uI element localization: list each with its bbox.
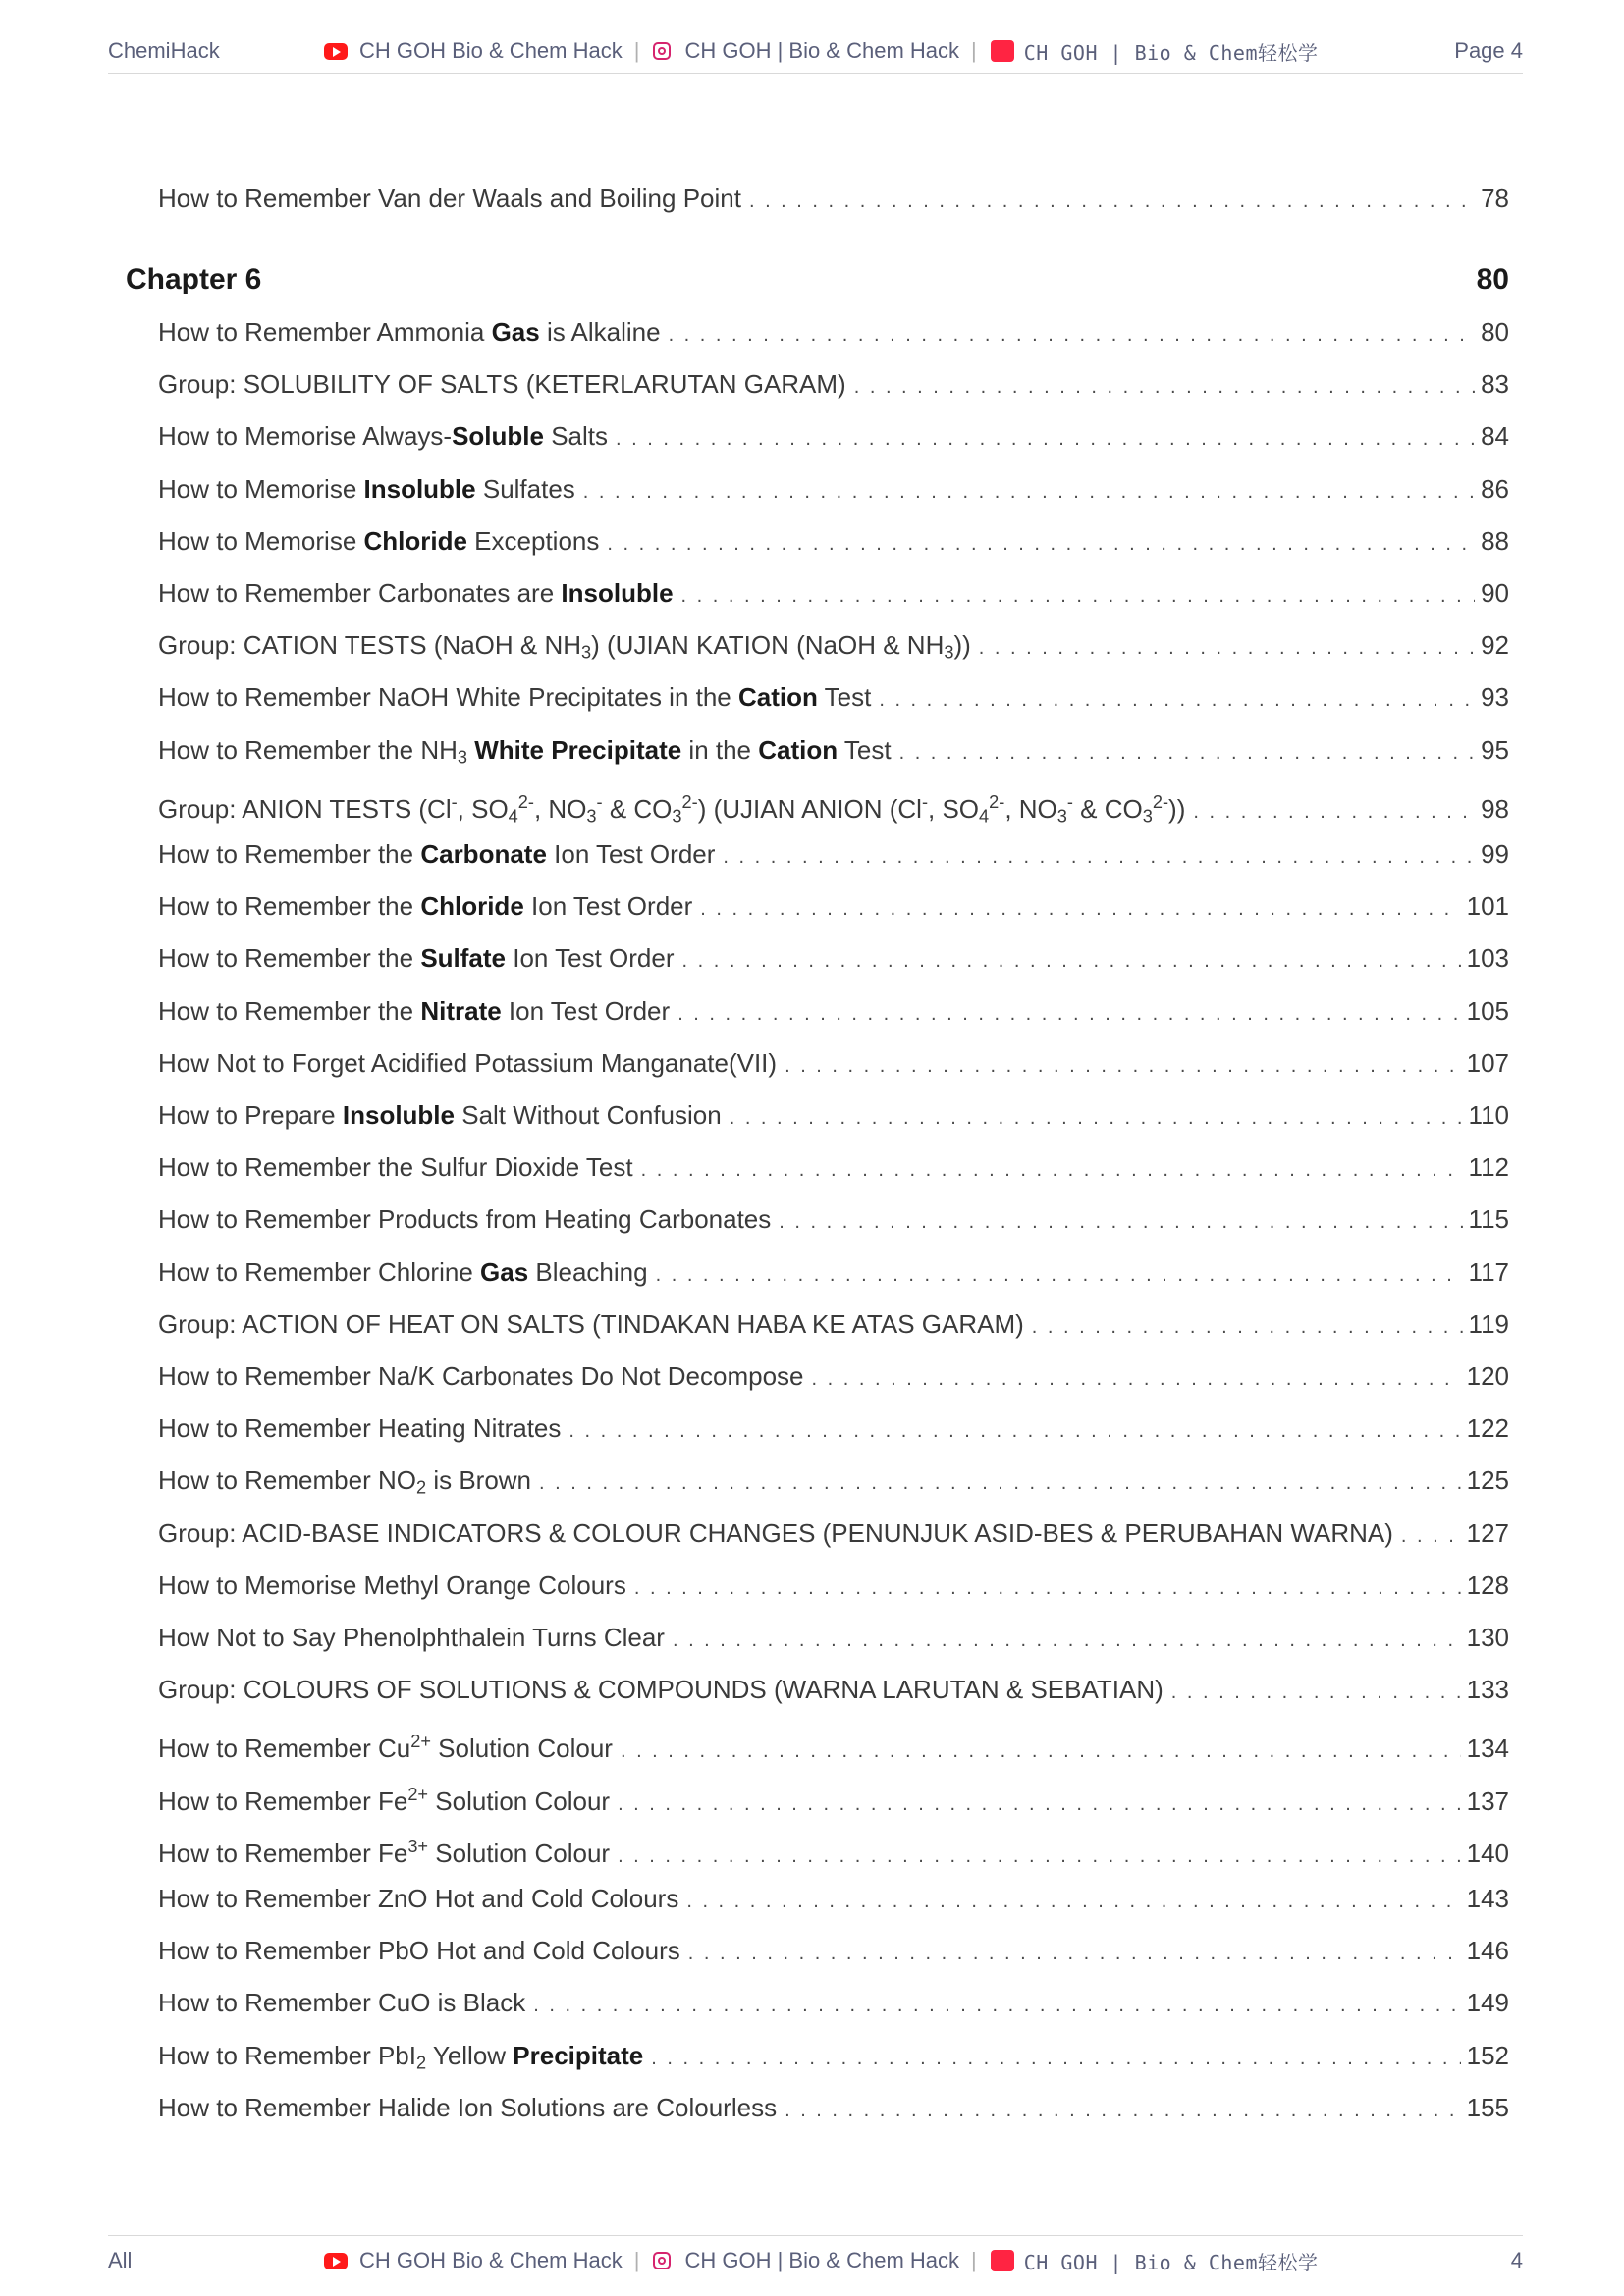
toc-entry-title: Group: ANION TESTS (Cl-, $SO_4^{2-}$, $NO_3^-$ & $CO_3^{2-}$) (UJIAN ANION (Cl-, $SO_4^{2-}$, $NO_3^-$ & $CO_3^{2-}$)): [158, 791, 1186, 827]
footer-instagram-link[interactable]: [653, 2248, 959, 2273]
toc-entry-title: How to Remember PbI$_2$ Yellow Precipitate: [158, 2040, 644, 2073]
toc-dot-leader: [618, 1841, 1461, 1872]
toc-entry-title: How to Remember Products from Heating Carbonates: [158, 1204, 772, 1235]
toc-entry-page: 98: [1481, 793, 1509, 824]
toc-entry-page: 101: [1466, 891, 1509, 922]
toc-entry[interactable]: [158, 786, 1509, 832]
toc-entry-page: 115: [1468, 1204, 1509, 1235]
toc-entry[interactable]: [158, 838, 1509, 873]
toc-dot-leader: [785, 1050, 1461, 1082]
toc-dot-leader: [634, 1573, 1461, 1604]
footer-xiaohongshu-label: CH GOH | Bio & Chem轻松学: [1023, 2250, 1319, 2274]
toc-entry[interactable]: [158, 734, 1509, 774]
toc-entry-title: How Not to Say Phenolphthalein Turns Clear: [158, 1623, 665, 1652]
toc-entry-page: 110: [1468, 1100, 1509, 1130]
toc-entry[interactable]: [158, 525, 1509, 560]
toc-entry[interactable]: [158, 1413, 1509, 1447]
toc-entry-title: How to Prepare Insoluble Salt Without Confusion: [158, 1100, 722, 1130]
toc-entry-title: How to Remember Chlorine Gas Bleaching: [158, 1256, 648, 1287]
header-xiaohongshu-label: CH GOH | Bio & Chem轻松学: [1023, 40, 1319, 65]
toc-dot-leader: [730, 1102, 1463, 1134]
toc-entry-page: 83: [1481, 369, 1509, 400]
toc-entry-page: 134: [1466, 1734, 1509, 1764]
toc-dot-leader: [749, 186, 1475, 217]
toc-entry[interactable]: [158, 420, 1509, 454]
toc-dot-leader: [854, 371, 1475, 402]
toc-entry-title: How to Remember Halide Ion Solutions are Colourless: [158, 2092, 778, 2122]
footer-separator: |: [971, 2248, 977, 2272]
toc-entry-title: How to Remember the Nitrate Ion Test Order: [158, 995, 671, 1026]
toc-entry[interactable]: [158, 577, 1509, 612]
header-instagram-label: CH GOH | Bio & Chem Hack: [684, 38, 960, 63]
header-youtube-label: CH GOH Bio & Chem Hack: [359, 38, 623, 63]
instagram-icon: [653, 42, 671, 60]
toc-dot-leader: [669, 319, 1476, 350]
toc-dot-leader: [621, 1735, 1461, 1767]
toc-entry[interactable]: [158, 368, 1509, 402]
toc-entry-page: 143: [1466, 1884, 1509, 1913]
toc-entry[interactable]: [158, 1047, 1509, 1082]
toc-dot-leader: [899, 737, 1476, 769]
toc-entry[interactable]: [158, 1831, 1509, 1872]
toc-entry-title: How Not to Forget Acidified Potassium Manganate(VII): [158, 1047, 778, 1078]
toc-entry[interactable]: [158, 1935, 1509, 1969]
toc-entry-title: How to Remember $NO_2$ is Brown: [158, 1466, 532, 1498]
toc-entry[interactable]: [158, 942, 1509, 977]
toc-entry-page: 107: [1466, 1047, 1509, 1078]
toc-entry-page: 127: [1466, 1518, 1509, 1548]
toc-dot-leader: [723, 841, 1475, 873]
toc-entry[interactable]: [158, 2040, 1509, 2079]
toc-entry-page: 140: [1466, 1838, 1509, 1868]
toc-entry-page: 130: [1466, 1623, 1509, 1652]
toc-entry-title: How to Remember Van der Waals and Boiling Point: [158, 184, 741, 213]
toc-dot-leader: [879, 684, 1475, 716]
xiaohongshu-icon: [991, 40, 1014, 62]
toc-entry-page: 92: [1481, 630, 1509, 661]
toc-entry[interactable]: [158, 1726, 1509, 1767]
toc-entry-title: How to Remember $Cu^{2+}$ Solution Colour: [158, 1732, 613, 1764]
toc-dot-leader: [779, 1206, 1462, 1238]
toc-entry-title: How to Remember CuO is Black: [158, 1988, 526, 2018]
toc-entry-title: How to Remember the Sulfur Dioxide Test: [158, 1152, 633, 1183]
footer-page-number: 4: [1510, 2248, 1523, 2272]
toc-dot-leader: [583, 476, 1475, 507]
toc-entry[interactable]: [158, 1465, 1509, 1504]
toc-dot-leader: [1171, 1677, 1461, 1708]
toc-entry-page: 125: [1466, 1466, 1509, 1496]
toc-entry-title: How to Remember $Fe^{2+}$ Solution Colour: [158, 1784, 611, 1816]
toc-dot-leader: [812, 1363, 1461, 1395]
header-youtube-link[interactable]: [324, 38, 623, 64]
xiaohongshu-icon: [991, 2250, 1014, 2271]
toc-entry-page: 149: [1466, 1988, 1509, 2018]
toc-dot-leader: [533, 1990, 1460, 2021]
toc-dot-leader: [700, 893, 1460, 925]
toc-entry[interactable]: [158, 2092, 1509, 2126]
toc-entry[interactable]: [158, 1151, 1509, 1186]
toc-entry-title: How to Memorise Chloride Exceptions: [158, 525, 600, 556]
toc-entry-title: How to Remember NaOH White Precipitates in the Cation Test: [158, 682, 872, 713]
toc-entry-title: Group: SOLUBILITY OF SALTS (KETERLARUTAN GARAM): [158, 369, 846, 400]
toc-entry-page: 84: [1481, 421, 1509, 452]
toc-entry-page: 117: [1468, 1256, 1509, 1287]
toc-dot-leader: [607, 528, 1475, 560]
header-separator: |: [971, 38, 977, 63]
toc-entry[interactable]: [158, 681, 1509, 716]
header-site-name: ChemiHack: [108, 38, 220, 63]
toc-entry-title: How to Remember PbO Hot and Cold Colours: [158, 1936, 680, 1966]
chapter-heading[interactable]: [126, 263, 1509, 296]
youtube-icon: [324, 43, 348, 60]
toc-entry-title: How to Remember Heating Nitrates: [158, 1414, 562, 1444]
header-social-links: [324, 37, 1319, 66]
toc-entry[interactable]: [158, 629, 1509, 668]
toc-entry[interactable]: [158, 1308, 1509, 1343]
toc-entry-page: 80: [1481, 317, 1509, 347]
toc-entry-page: 146: [1466, 1936, 1509, 1966]
toc-entry-title: How to Remember Carbonates are Insoluble: [158, 578, 674, 608]
toc-entry[interactable]: [158, 1570, 1509, 1604]
toc-entry-page: 155: [1466, 2092, 1509, 2122]
toc-entry-title: How to Memorise Methyl Orange Colours: [158, 1570, 626, 1600]
toc-entry-page: 128: [1466, 1570, 1509, 1600]
toc-entry-page: 152: [1466, 2040, 1509, 2070]
toc-entry[interactable]: [158, 1987, 1509, 2021]
toc-entry[interactable]: [158, 1256, 1509, 1291]
toc-dot-leader: [673, 1625, 1461, 1656]
toc-dot-leader: [1401, 1521, 1461, 1552]
toc-dot-leader: [651, 2043, 1460, 2074]
toc-entry-title: Group: COLOURS OF SOLUTIONS & COMPOUNDS (WARNA LARUTAN & SEBATIAN): [158, 1675, 1164, 1705]
footer-instagram-label: CH GOH | Bio & Chem Hack: [684, 2248, 960, 2272]
toc-entry-page: 122: [1466, 1414, 1509, 1444]
toc-entry[interactable]: [158, 473, 1509, 507]
toc-entry-page: 78: [1481, 184, 1509, 213]
toc-dot-leader: [616, 423, 1475, 454]
toc-entry[interactable]: [158, 316, 1509, 350]
toc-entry-page: 86: [1481, 473, 1509, 504]
toc-entry-title: How to Remember the $NH_3$ White Precipitate in the Cation Test: [158, 734, 892, 768]
footer-social-links: [324, 2247, 1319, 2275]
chapter-title: Chapter 6: [126, 263, 262, 295]
header-instagram-link[interactable]: [653, 38, 959, 64]
toc-dot-leader: [682, 945, 1461, 977]
toc-entry[interactable]: [158, 1674, 1509, 1708]
toc-entry-title: How to Remember the Sulfate Ion Test Order: [158, 943, 675, 974]
toc-entry[interactable]: [158, 1361, 1509, 1395]
toc-entry-page: 137: [1466, 1786, 1509, 1816]
toc-entry-title: How to Memorise Insoluble Sulfates: [158, 473, 575, 504]
toc-entry-title: How to Remember $Fe^{3+}$ Solution Colour: [158, 1836, 611, 1868]
toc-entry[interactable]: [158, 1883, 1509, 1917]
toc-dot-leader: [618, 1789, 1461, 1820]
toc-dot-leader: [677, 998, 1460, 1030]
toc-entry-page: 120: [1466, 1362, 1509, 1391]
toc-entry[interactable]: [158, 1203, 1509, 1238]
footer-separator: |: [633, 2248, 640, 2272]
toc-entry[interactable]: [158, 1779, 1509, 1820]
toc-dot-leader: [656, 1259, 1463, 1291]
toc-dot-leader: [686, 1886, 1460, 1917]
toc-entry[interactable]: [158, 183, 1509, 217]
toc-entry-title: Group: ACID-BASE INDICATORS & COLOUR CHANGES (PENUNJUK ASID-BES & PERUBAHAN WARNA): [158, 1518, 1393, 1548]
toc-entry-title: Group: ACTION OF HEAT ON SALTS (TINDAKAN HABA KE ATAS GARAM): [158, 1308, 1024, 1339]
youtube-icon: [324, 2253, 348, 2269]
toc-entry[interactable]: [158, 1622, 1509, 1656]
toc-entry-page: 105: [1466, 995, 1509, 1026]
toc-entry-page: 133: [1466, 1675, 1509, 1705]
toc-entry-page: 119: [1468, 1308, 1509, 1339]
toc-entry-title: How to Memorise Always-Soluble Salts: [158, 421, 609, 452]
toc-entry[interactable]: [158, 995, 1509, 1030]
toc-entry[interactable]: [158, 1518, 1509, 1552]
toc-dot-leader: [785, 2095, 1461, 2126]
toc-dot-leader: [568, 1415, 1460, 1447]
toc-entry-title: How to Remember the Carbonate Ion Test Order: [158, 839, 716, 869]
footer-youtube-label: CH GOH Bio & Chem Hack: [359, 2248, 623, 2272]
toc-entry[interactable]: [158, 1099, 1509, 1134]
toc-entry-title: Group: CATION TESTS (NaOH & $NH_3$) (UJIAN KATION (NaOH & $NH_3$)): [158, 630, 971, 663]
toc-dot-leader: [1032, 1311, 1463, 1343]
toc-entry-page: 88: [1481, 525, 1509, 556]
toc-entry-title: How to Remember the Chloride Ion Test Order: [158, 891, 693, 922]
toc-entry-page: 103: [1466, 943, 1509, 974]
toc-dot-leader: [681, 580, 1476, 612]
toc-entry-title: How to Remember Na/K Carbonates Do Not Decompose: [158, 1362, 804, 1391]
toc-entry-page: 99: [1481, 839, 1509, 869]
toc-entry-title: How to Remember ZnO Hot and Cold Colours: [158, 1884, 679, 1913]
toc-dot-leader: [979, 632, 1475, 664]
header-separator: |: [633, 38, 640, 63]
footer-youtube-link[interactable]: [324, 2248, 623, 2273]
header-xiaohongshu-link[interactable]: [991, 37, 1319, 66]
toc-dot-leader: [688, 1938, 1461, 1969]
header-page-number: Page 4: [1454, 38, 1523, 63]
page-footer: [108, 2235, 1523, 2285]
footer-label: All: [108, 2248, 133, 2272]
toc-entry-page: 95: [1481, 734, 1509, 765]
toc-entry-page: 112: [1468, 1152, 1509, 1183]
chapter-page: 80: [1476, 263, 1509, 295]
page-header: [108, 29, 1523, 74]
toc-entry-page: 93: [1481, 682, 1509, 713]
toc-entry-title: How to Remember Ammonia Gas is Alkaline: [158, 317, 661, 347]
toc-dot-leader: [641, 1154, 1463, 1186]
instagram-icon: [653, 2252, 671, 2269]
toc-dot-leader: [539, 1468, 1461, 1499]
footer-xiaohongshu-link[interactable]: [991, 2247, 1319, 2275]
toc-entry-page: 90: [1481, 578, 1509, 608]
toc-dot-leader: [1193, 796, 1475, 828]
toc-entry[interactable]: [158, 890, 1509, 925]
